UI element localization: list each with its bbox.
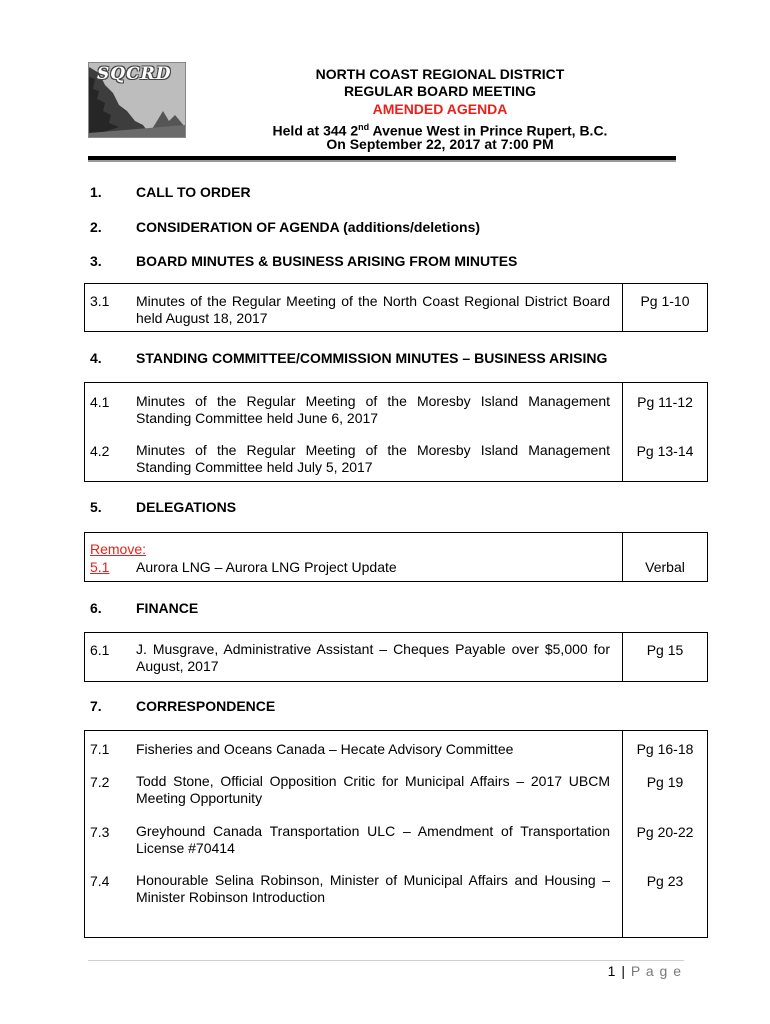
item-page-ref: Pg 16-18 (636, 741, 694, 757)
item-number: 7.1 (90, 741, 110, 757)
item-text: Todd Stone, Official Opposition Critic for Municipal Affairs – 2017 UBCM Meeting Opportunity (136, 773, 610, 806)
sqcrd-logo (88, 62, 186, 138)
item-number: 6.1 (90, 642, 110, 658)
header-date: On September 22, 2017 at 7:00 PM (326, 136, 554, 152)
section-title: BOARD MINUTES & BUSINESS ARISING FROM MINUTES (136, 253, 518, 269)
item-page-ref: Pg 15 (646, 642, 684, 658)
item-number: 5.1 (90, 559, 110, 575)
footer-divider (88, 960, 684, 961)
location-sup: nd (358, 122, 370, 132)
logo-text: SQCRD (97, 64, 172, 84)
item-number: 4.2 (90, 443, 110, 459)
section-number: 6. (90, 600, 102, 616)
section-number: 5. (90, 499, 102, 515)
item-text: J. Musgrave, Administrative Assistant – Cheques Payable over $5,000 for August, 2017 (136, 641, 610, 674)
page-footer (608, 963, 682, 979)
location-suffix: Avenue West in Prince Rupert, B.C. (369, 122, 608, 139)
page-label: P a g e (630, 963, 682, 979)
item-text: Minutes of the Regular Meeting of the Moresby Island Management Standing Committee held July 5, 2017 (136, 442, 610, 475)
header-title: NORTH COAST REGIONAL DISTRICT (315, 66, 565, 82)
item-text: Aurora LNG – Aurora LNG Project Update (136, 559, 397, 575)
header-amended-agenda: AMENDED AGENDA (372, 101, 508, 117)
section-title: CALL TO ORDER (136, 184, 251, 200)
item-text: Honourable Selina Robinson, Minister of Municipal Affairs and Housing – Minister Robinson Introduction (136, 872, 610, 905)
item-number: 3.1 (90, 293, 110, 309)
page-number: 1 (607, 963, 617, 979)
section-title: DELEGATIONS (136, 499, 237, 515)
item-number: 7.2 (90, 774, 110, 790)
section-title: CORRESPONDENCE (136, 698, 276, 714)
remove-label: Remove: (90, 541, 147, 557)
section-number: 2. (90, 219, 102, 235)
item-page-ref: Pg 19 (646, 774, 684, 790)
item-page-ref: Pg 13-14 (636, 443, 694, 459)
item-text: Minutes of the Regular Meeting of the Moresby Island Management Standing Committee held June 6, 2017 (136, 393, 610, 426)
section-title: STANDING COMMITTEE/COMMISSION MINUTES – BUSINESS ARISING (136, 350, 608, 366)
section-number: 1. (90, 184, 102, 200)
item-number: 7.4 (90, 873, 110, 889)
section-title: FINANCE (136, 600, 199, 616)
page-separator: | (616, 963, 631, 979)
section-number: 3. (90, 253, 102, 269)
item-number: 4.1 (90, 394, 110, 410)
item-page-ref: Pg 11-12 (637, 394, 693, 410)
header-divider (88, 156, 676, 160)
item-page-ref: Pg 1-10 (640, 293, 690, 309)
header-meeting-type: REGULAR BOARD MEETING (343, 83, 537, 99)
item-text: Minutes of the Regular Meeting of the North Coast Regional District Board held August 18, 2017 (136, 293, 610, 326)
item-page-ref: Pg 23 (646, 873, 684, 889)
section-title: CONSIDERATION OF AGENDA (additions/deletions) (136, 219, 481, 235)
item-number: 7.3 (90, 824, 110, 840)
section-number: 7. (90, 698, 102, 714)
item-text: Greyhound Canada Transportation ULC – Amendment of Transportation License #70414 (136, 823, 610, 856)
item-page-ref: Pg 20-22 (636, 824, 694, 840)
section-number: 4. (90, 350, 102, 366)
item-text: Fisheries and Oceans Canada – Hecate Advisory Committee (136, 741, 514, 757)
item-page-ref: Verbal (645, 559, 685, 575)
location-prefix: Held at 344 2 (272, 122, 359, 139)
